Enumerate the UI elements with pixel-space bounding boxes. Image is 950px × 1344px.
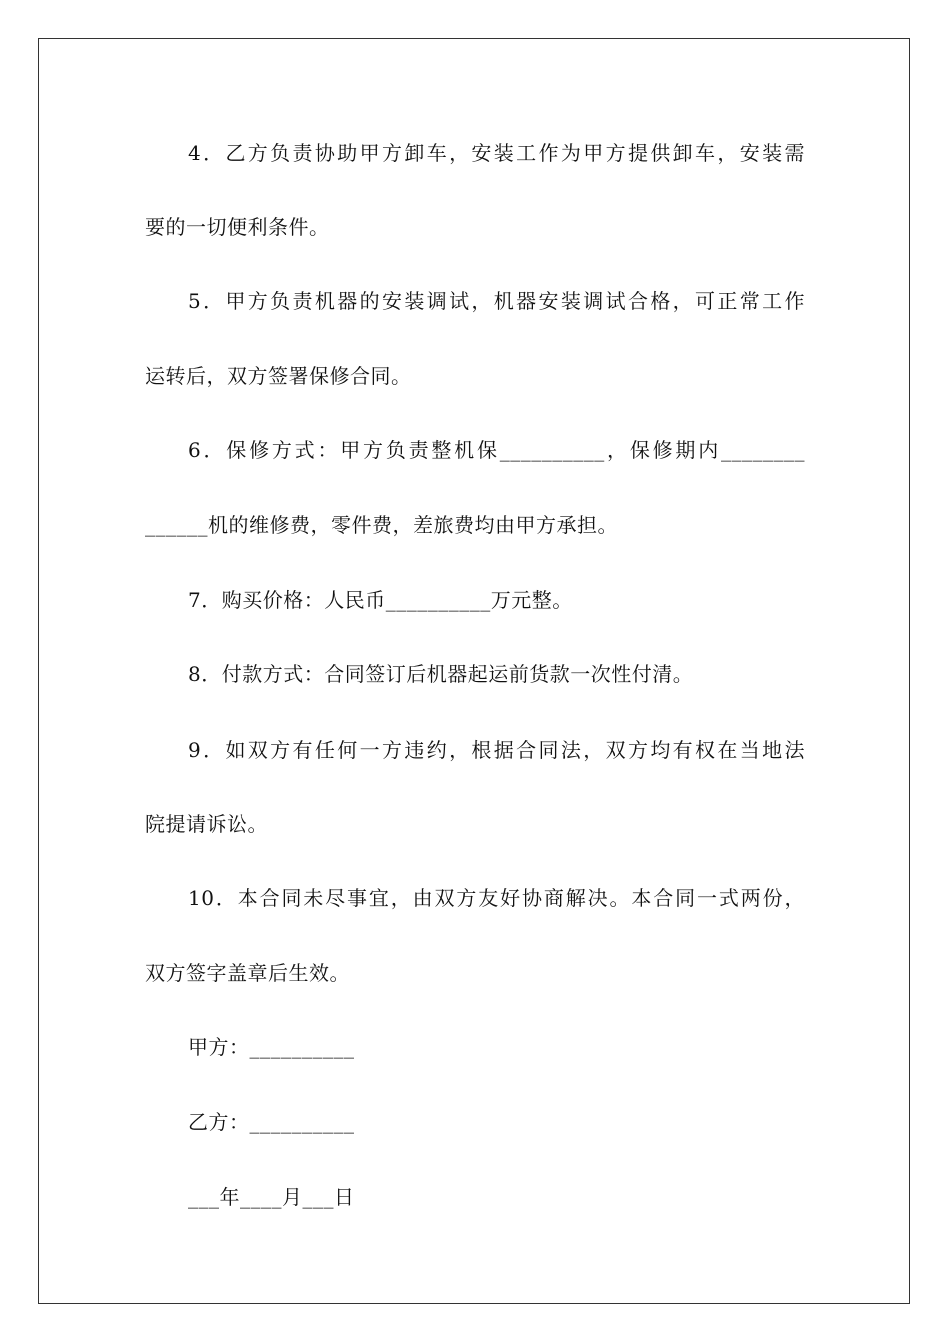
party-a-signature: 甲方：__________ [188, 1035, 355, 1059]
clause-6-line-2: ______机的维修费，零件费，差旅费均由甲方承担。 [145, 513, 618, 537]
signing-date: ___年____月___日 [188, 1185, 355, 1209]
clause-8: 8．付款方式：合同签订后机器起运前货款一次性付清。 [188, 662, 694, 686]
clause-9-line-2: 院提请诉讼。 [145, 812, 268, 836]
clause-5-line-1: 5．甲方负责机器的安装调试，机器安装调试合格，可正常工作 [188, 289, 805, 313]
clause-5-line-2: 运转后，双方签署保修合同。 [145, 364, 412, 388]
clause-7: 7．购买价格：人民币__________万元整。 [188, 588, 573, 612]
clause-10-line-1: 10．本合同未尽事宜，由双方友好协商解决。本合同一式两份， [188, 886, 805, 910]
clause-4-line-1: 4．乙方负责协助甲方卸车，安装工作为甲方提供卸车，安装需 [188, 141, 805, 165]
clause-9-line-1: 9．如双方有任何一方违约，根据合同法，双方均有权在当地法 [188, 738, 805, 762]
clause-10-line-2: 双方签字盖章后生效。 [145, 961, 350, 985]
clause-6-line-1: 6．保修方式：甲方负责整机保__________，保修期内________ [188, 438, 805, 462]
clause-4-line-2: 要的一切便利条件。 [145, 215, 330, 239]
party-b-signature: 乙方：__________ [188, 1110, 355, 1134]
